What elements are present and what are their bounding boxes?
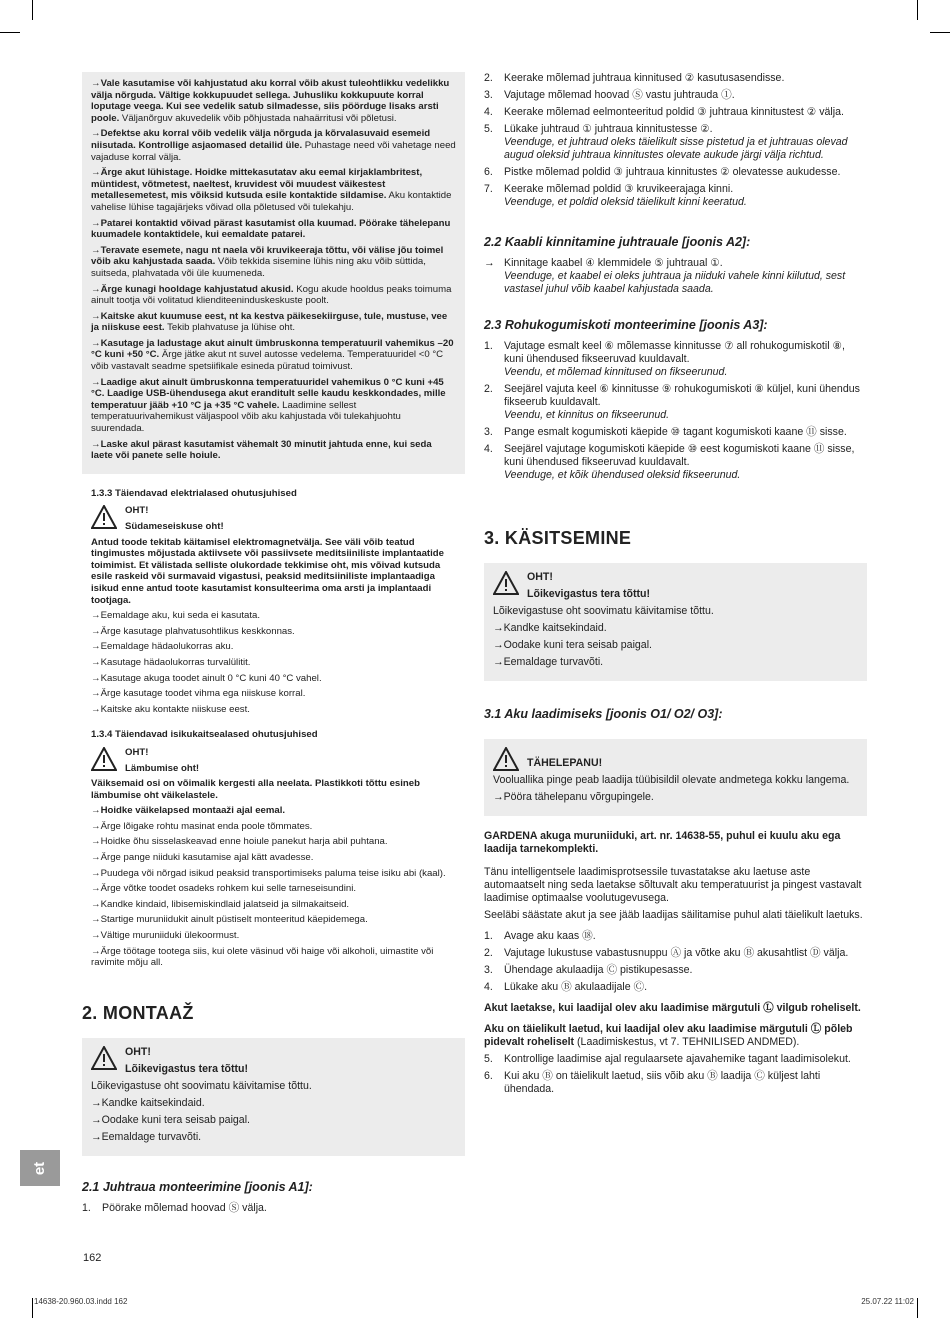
list-note: Veenduge, et kõik ühendused oleksid fikseerunud. xyxy=(504,469,741,481)
list-item: → Eemaldage aku, kui seda ei kasutata. xyxy=(91,610,456,622)
paragraph: Akut laetakse, kui laadijal olev aku laadimise märgutuli Ⓛ vilgub roheliselt. xyxy=(484,1002,861,1014)
list-item: → Kandke kindaid, libisemiskindlaid jalatseid ja silmakaitseid. xyxy=(91,899,456,911)
list-item: → Hoidke väikelapsed montaaži ajal eemal. xyxy=(91,805,456,817)
crop-mark xyxy=(32,0,33,20)
list-number: 3. xyxy=(484,964,493,976)
danger-box xyxy=(484,563,867,681)
list-text: Vajutage mõlemad hoovad Ⓢ vastu juhtrauda ①. xyxy=(504,89,735,101)
crop-mark xyxy=(32,1298,33,1318)
list-item xyxy=(484,443,867,482)
section-1-3-4 xyxy=(82,729,465,969)
list-note: Veendu, et mõlemad kinnitused on fikseerunud. xyxy=(504,366,728,378)
list-item-bold: Laske akul pärast kasutamist vähemalt 30 minutit jahtuda enne, kui seda laete või panete selle hoiule. xyxy=(91,438,432,462)
list-item-bold: Patarei kontaktid võivad pärast kasutamist olla kuumad. Pöörake tähelepanu kuumadele kontaktidele, kui eemaldate patarei. xyxy=(91,217,451,241)
list-text: Pistke mõlemad poldid ③ juhtraua kinnitustes ② olevatesse aukudesse. xyxy=(504,166,841,178)
list-item xyxy=(484,72,867,85)
list-number: 4. xyxy=(484,981,493,993)
list-item-bold: Ärge akut lühistage. Hoidke mittekasutatav aku eemal kirjaklambritest, müntidest, võtmetest, naeltest, kruvidest või muudest väikestest metallesemetest, mis võiksid kutsuda esile kontaktide sildamise. xyxy=(91,167,423,202)
list-text: Avage aku kaas ⑱. xyxy=(504,930,596,942)
list-item-text: Tekib plahvatuse ja lühise oht. xyxy=(167,322,296,334)
warning-intro: Antud toode tekitab käitamisel elektromagnetvälja. See väli võib teatud tingimustes mõjustada aktiivsete või passiivsete meditsiiniliste implantaatide toimimist. Et välistada selliste olukordade tekkimise oht, mis võivad kutsuda esile raskeid või surmavaid vigastusi, peaksid meditsiiniliste implantaadiga isikud enne antud toote kasutamist konsulteerima oma arsti ja implantaadi tootjaga. xyxy=(91,536,444,606)
list-number: 1. xyxy=(484,930,493,942)
list-item: → Kandke kaitsekindaid. xyxy=(493,622,858,635)
list-number: 7. xyxy=(484,183,493,195)
list-item-bold: Kaitske akut kuumuse eest, nt ka kestva päikesekiirguse, tule, mustuse, vee ja niiskuse eest. xyxy=(91,310,448,334)
warning-label: OHT! xyxy=(527,571,553,583)
list-item-bold: Ärge kunagi hooldage kahjustatud akusid. xyxy=(100,283,294,295)
list-number: 6. xyxy=(484,166,493,178)
crop-mark xyxy=(917,1298,918,1318)
list-item xyxy=(91,167,456,213)
list-item xyxy=(91,128,456,163)
list-text: Lükake juhtraud ① juhtraua kinnitustesse ②. xyxy=(504,123,713,135)
list-item-bold: Kasutage ja ladustage akut ainult ümbruskonna temperatuuril vahemikus –20 °C kuni +50 °C. xyxy=(91,337,454,361)
list-item xyxy=(484,166,867,179)
warning-label: OHT! xyxy=(125,505,149,517)
warning-label: TÄHELEPANU! xyxy=(527,757,603,769)
paragraph: Seeläbi säästate akut ja see jääb laadijas säilitamise puhul alati täielikult laetuks. xyxy=(484,909,863,921)
list-text: Keerake mõlemad eelmonteeritud poldid ③ juhtraua kinnitustest ② välja. xyxy=(504,106,844,118)
list-item: → Puudega või nõrgad isikud peaksid transportimiseks paluma teise isiku abi (kaal). xyxy=(91,868,456,880)
list-text: Keerake mõlemad poldid ③ kruvikeerajaga kinni. xyxy=(504,183,734,195)
warning-desc: Lõikevigastuse oht soovimatu käivitamise tõttu. xyxy=(91,1079,312,1092)
paragraph: GARDENA akuga muruniiduki, art. nr. 14638-55, puhul ei kuulu aku ega laadija tarnekomplekti. xyxy=(484,830,841,855)
list-item-bold: Vale kasutamise või kahjustatud aku korral võib akust tuleohtlikku vedelikku välja nõrguda. Vältige kokkupuudet sellega. Juhusliku kokkupuute korral loputage veega. Kui see vedelik satub silmadesse, siis pöörduge lisaks arsti poole. xyxy=(91,78,450,124)
list-item xyxy=(484,89,867,102)
right-column xyxy=(484,72,867,1100)
list-item: → Ärge lõigake rohtu masinat enda poole tõmmates. xyxy=(91,821,456,833)
list-item xyxy=(91,284,456,307)
warning-heading: Lõikevigastus tera tõttu! xyxy=(125,1062,249,1075)
list-item xyxy=(484,106,867,119)
list-item-text: Väljanõrguv akuvedelik võib põhjustada nahaärritusi või põletusi. xyxy=(121,112,397,124)
list-item-text: Aku kontaktide vahelise lühise tagajärjeks võivad olla põletused või tulekahju. xyxy=(91,190,452,213)
crop-mark xyxy=(0,32,20,33)
list-item: → Ärge kasutage toodet vihma ega niiskuse korral. xyxy=(91,688,456,700)
list-item xyxy=(91,377,456,435)
list-item xyxy=(91,245,456,280)
warning-triangle-icon xyxy=(91,1046,117,1070)
section-title: 1.3.3 Täiendavad elektrialased ohutusjuhised xyxy=(91,487,297,499)
list-item xyxy=(484,340,867,379)
list-item xyxy=(484,981,867,994)
danger-warning xyxy=(493,571,858,605)
warning-desc: Vooluallika pinge peab laadija tüübisildil olevate andmetega kokku langema. xyxy=(493,774,850,786)
footer-date: 25.07.22 11:02 xyxy=(861,1297,914,1306)
list-item xyxy=(91,218,456,241)
list-text: Seejärel vajuta keel ⑥ kinnitusse ⑨ rohukogumiskoti ⑧ küljel, kuni ühendus fikseerub kuuldavalt. xyxy=(504,383,860,408)
list-text: Kui aku Ⓑ on täielikult laetud, siis võib aku Ⓑ laadija Ⓒ küljest lahti ühendada. xyxy=(504,1070,821,1095)
list-item xyxy=(484,1070,867,1096)
list-item: → Kandke kaitsekindaid. xyxy=(91,1097,456,1110)
warning-intro: Väiksemaid osi on võimalik kergesti alla neelata. Plastikkoti tõttu esineb lämbumise oht väikelastele. xyxy=(91,778,420,801)
chapter-title: 3. KÄSITSEMINE xyxy=(484,528,632,548)
list-number: 2. xyxy=(484,947,493,959)
list-item xyxy=(484,1053,867,1066)
list-text: Lükake aku Ⓑ akulaadijale Ⓒ. xyxy=(504,981,648,993)
list-number: 5. xyxy=(484,1053,493,1065)
paragraph: Tänu intelligentsele laadimisprotsessile tuvastatakse aku laetuse aste automaatselt ning seda laetakse sõltuvalt aku temperatuurist ja pingest vastavalt laadimise optimaalse voolutugevusega. xyxy=(484,866,862,904)
page-number: 162 xyxy=(83,1252,102,1264)
attention-box xyxy=(484,739,867,816)
list-item: → Kaitske aku kontakte niiskuse eest. xyxy=(91,704,456,716)
list-text: Kontrollige laadimise ajal regulaarsete ajavahemike tagant laadimisolekut. xyxy=(504,1053,851,1065)
crop-mark xyxy=(917,0,918,20)
list-number: 2. xyxy=(484,72,493,84)
list-item: → Kasutage hädaolukorras turvalülitit. xyxy=(91,657,456,669)
list-note: Veenduge, et juhtraud oleks täielikult sisse pistetud ja et juhtrauas olevad augud oleksid juhtraua kinnitustes olevate aukude järgi välja richtud. xyxy=(504,136,848,161)
warning-heading: Lämbumise oht! xyxy=(125,762,200,774)
list-number: 3. xyxy=(484,89,493,101)
list-item-bold: Defektse aku korral võib vedelik välja nõrguda ja kõrvalasuvaid esemeid niisutada. Kontrollige asjaomased detailid üle. xyxy=(91,128,431,151)
warning-triangle-icon xyxy=(493,571,519,595)
list-item: → Ärge töötage tootega siis, kui olete väsinud või haige või alkoholi, uimastite või ravimite mõju all. xyxy=(91,946,456,969)
list-item xyxy=(91,78,456,124)
paragraph: Aku on täielikult laetud, kui laadijal olev aku laadimise märgutuli Ⓛ põleb pidevalt roheliselt (Laadimiskestus, vt 7. TEHNILISED ANDMED). xyxy=(484,1023,853,1048)
crop-mark xyxy=(930,32,950,33)
warning-label: OHT! xyxy=(125,746,149,758)
section-title: 1.3.4 Täiendavad isikukaitsealased ohutusjuhised xyxy=(91,729,318,741)
list-item-text: Võib tekkida sisemine lühis ning aku võib süttida, suitseda, plahvatada või üle kuumeneda. xyxy=(91,256,426,279)
list-item: → Startige muruniidukit ainult püstiselt monteeritud käepidemega. xyxy=(91,914,456,926)
list-number: 3. xyxy=(484,426,493,438)
list-text: Keerake mõlemad juhtraua kinnitused ② kasutusasendisse. xyxy=(504,72,785,84)
list-item xyxy=(91,439,456,462)
list-item: → Ärge kasutage plahvatusohtlikus keskkonnas. xyxy=(91,626,456,638)
list-item xyxy=(484,383,867,422)
list-item: → Kinnitage kaabel ④ klemmidele ⑤ juhtraual ①. Veenduge, et kaabel ei oleks juhtraua ja niiduki vahele kinni kiilutud, sest vastasel juhul võib kaabel kahjustada saada. xyxy=(484,257,846,295)
language-tab: et xyxy=(20,1150,60,1186)
list-item-text: Kogu akude hooldus peaks toimuma ainult tootja või volitatud klienditeeninduskeskuste poolt. xyxy=(91,283,452,307)
list-item: → Eemaldage hädaolukorras aku. xyxy=(91,641,456,653)
danger-box xyxy=(82,1038,465,1156)
list-item: → Oodake kuni tera seisab paigal. xyxy=(91,1114,456,1127)
list-item: → Kasutage akuga toodet ainult 0 °C kuni 40 °C vahel. xyxy=(91,673,456,685)
list-item xyxy=(484,964,867,977)
danger-warning xyxy=(91,1046,456,1080)
subsection-title: 2.3 Rohukogumiskoti monteerimine [joonis A3]: xyxy=(484,318,768,332)
list-item-text: Laadimine sellest temperatuurivahemikust väljaspool võib aku kahjustada või tulekahjuohtu suurendada. xyxy=(91,399,401,435)
subsection-title: 2.1 Juhtraua monteerimine [joonis A1]: xyxy=(82,1179,313,1194)
list-text: Vajutage esmalt keel ⑥ mõlemasse kinnitusse ⑦ all rohukogumiskotil ⑧, kuni ühendused fikseeruvad kuuldavalt. xyxy=(504,340,845,365)
list-item: → Pööra tähelepanu võrgupingele. xyxy=(493,791,858,804)
chapter-title: 2. MONTAAŽ xyxy=(82,1002,194,1023)
subsection-title: 3.1 Aku laadimiseks [joonis O1/ O2/ O3]: xyxy=(484,707,723,721)
warning-desc: Lõikevigastuse oht soovimatu käivitamise tõttu. xyxy=(493,605,714,617)
list-number: 2. xyxy=(484,383,493,395)
list-item: → Hoidke õhu sisselaskeavad enne hoiule panekut harja abil puhtana. xyxy=(91,836,456,848)
list-item-text: Puhastage need või vahetage need vajaduse korral välja. xyxy=(91,139,456,163)
danger-warning xyxy=(91,505,456,536)
list-item: → Ärge võtke toodet osadeks rohkem kui selle tarneseisundini. xyxy=(91,883,456,895)
list-item xyxy=(484,947,867,960)
list-item: → Eemaldage turvavõti. xyxy=(91,1131,456,1144)
list-item xyxy=(484,930,867,943)
warning-triangle-icon xyxy=(91,505,117,529)
list-item xyxy=(91,338,456,373)
warning-heading: Lõikevigastus tera tõttu! xyxy=(527,588,651,600)
list-item-bold: Laadige akut ainult ümbruskonna temperatuuridel vahemikus 0 °C kuni +45 °C. Laadige USB-ühendusega akut eranditult selle kaudu keskkondades, mille temperatuur jääb +10 °C ja +35 °C vahele. xyxy=(91,376,446,411)
list-text: Seejärel vajutage kogumiskoti käepide ⑩ eest kogumiskoti kaane ⑪ sisse, kuni ühendused fikseeruvad kuuldavalt. xyxy=(504,443,855,468)
list-item: → Eemaldage turvavõti. xyxy=(493,656,858,669)
list-item xyxy=(484,183,867,209)
list-number: 4. xyxy=(484,443,493,455)
subsection-title: 2.2 Kaabli kinnitamine juhtrauale [joonis A2]: xyxy=(484,235,751,249)
list-item: → Ärge pange niiduki kasutamise ajal kätt avadesse. xyxy=(91,852,456,864)
section-1-3-3 xyxy=(82,488,465,716)
list-number: 5. xyxy=(484,123,493,135)
list-number: 1. xyxy=(484,340,493,352)
danger-warning xyxy=(91,747,456,778)
list-item: 1. Pöörake mõlemad hoovad Ⓢ välja. xyxy=(82,1201,267,1214)
list-item-text: Ärge jätke akut nt suvel autosse vedelema. Temperatuuridel <0 °C võib vastavalt seadme spetsiifikale esineda püratud toimivust. xyxy=(91,349,444,373)
footer-file: 14638-20.960.03.indd 162 xyxy=(34,1297,128,1306)
list-text: Ühendage akulaadija Ⓒ pistikupesasse. xyxy=(504,964,693,976)
list-number: 4. xyxy=(484,106,493,118)
list-number: 6. xyxy=(484,1070,493,1082)
list-note: Veenduge, et poldid oleksid täielikult kinni keeratud. xyxy=(504,196,747,208)
list-item-bold: Teravate esemete, nagu nt naela või kruvikeeraja tõttu, või välise jõu toimel võib aku kahjustada saada. xyxy=(91,244,444,268)
list-item: → Vältige muruniiduki ülekoormust. xyxy=(91,930,456,942)
attention-warning xyxy=(493,747,858,774)
list-item xyxy=(91,311,456,334)
list-note: Veendu, et kinnitus on fikseerunud. xyxy=(504,409,670,421)
list-text: Vajutage lukustuse vabastusnuppu Ⓐ ja võtke aku Ⓑ akusahtlist Ⓓ välja. xyxy=(504,947,849,959)
battery-warning-box xyxy=(82,72,465,474)
section-montaaz xyxy=(82,1003,465,1215)
list-text: Pange esmalt kogumiskoti käepide ⑩ tagant kogumiskoti kaane ⑪ sisse. xyxy=(504,426,847,438)
warning-triangle-icon xyxy=(91,747,117,771)
warning-heading: Südameseiskuse oht! xyxy=(125,521,224,532)
left-column xyxy=(82,72,465,1219)
list-item xyxy=(484,426,867,439)
list-item xyxy=(484,123,867,162)
list-item: → Oodake kuni tera seisab paigal. xyxy=(493,639,858,652)
warning-triangle-icon xyxy=(493,747,519,771)
warning-label: OHT! xyxy=(125,1045,151,1058)
